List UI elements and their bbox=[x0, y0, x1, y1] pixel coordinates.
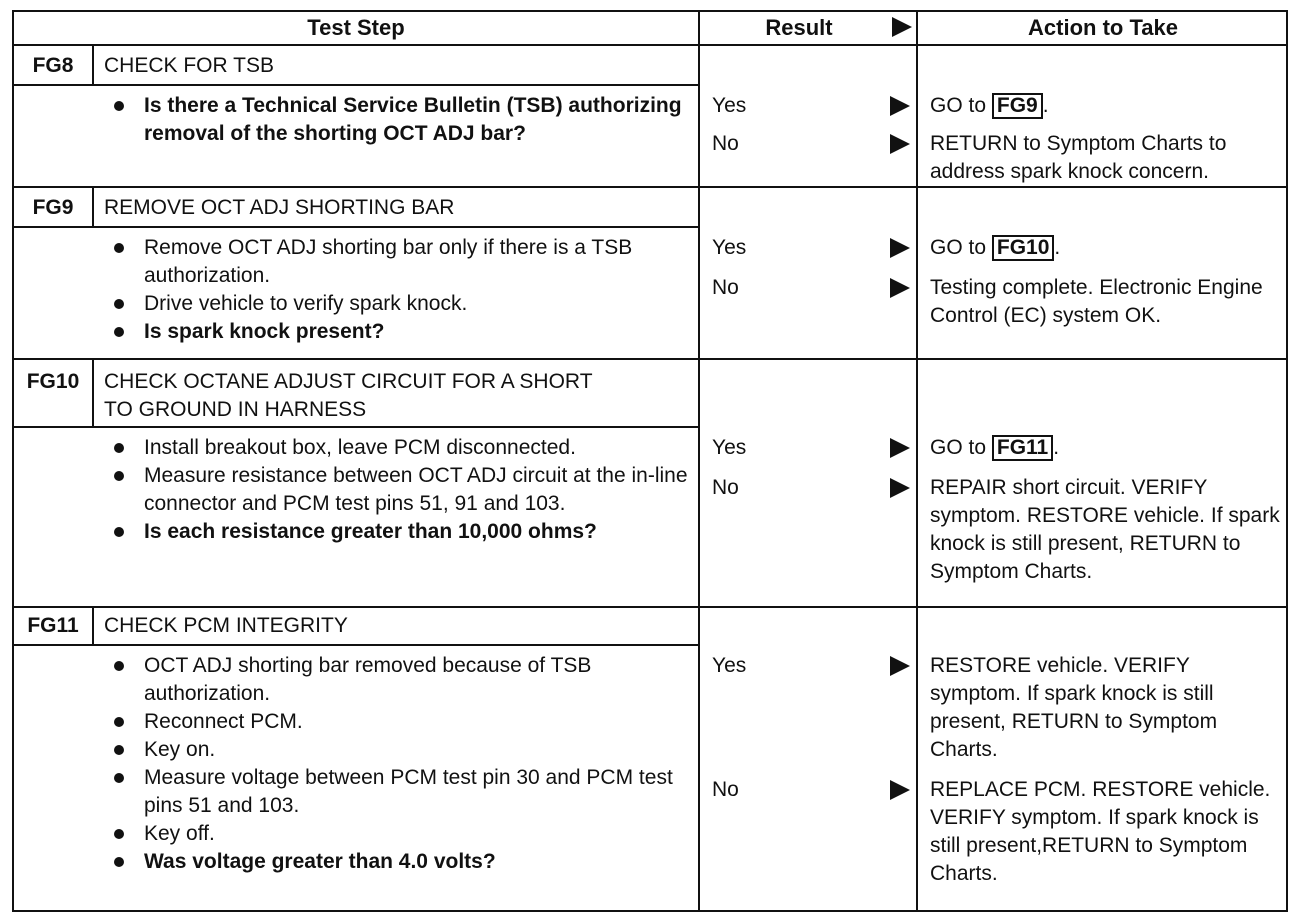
step-bullets bbox=[104, 234, 694, 346]
header-test-step: Test Step bbox=[307, 15, 405, 40]
step-id: FG11 bbox=[27, 614, 79, 637]
bullet-item: Reconnect PCM. bbox=[104, 708, 694, 736]
action-yes: GO to FG9 . bbox=[930, 94, 1049, 117]
arrow-right-icon bbox=[890, 278, 910, 298]
result-no: No bbox=[712, 776, 912, 804]
bullet-item: Key on. bbox=[104, 736, 694, 764]
step-id: FG9 bbox=[32, 196, 74, 219]
diagnostic-table bbox=[12, 10, 1288, 912]
arrow-right-icon bbox=[890, 478, 910, 498]
step-title: CHECK OCTANE ADJUST CIRCUIT FOR A SHORT TO GROUND IN HARNESS bbox=[104, 370, 593, 421]
result-yes: Yes bbox=[712, 652, 912, 680]
goto-reference[interactable]: FG10 bbox=[992, 235, 1055, 261]
action-yes: GO to FG11 . bbox=[930, 436, 1060, 459]
step-bullets bbox=[104, 434, 694, 546]
arrow-right-icon bbox=[890, 96, 910, 116]
result-no: No bbox=[712, 474, 912, 502]
step-title: CHECK PCM INTEGRITY bbox=[104, 614, 348, 637]
action-no: RETURN to Symptom Charts to address spark knock concern. bbox=[930, 132, 1227, 183]
goto-reference[interactable]: FG9 bbox=[992, 93, 1043, 119]
bullet-item: OCT ADJ shorting bar removed because of TSB authorization. bbox=[104, 652, 694, 708]
step-id: FG8 bbox=[32, 54, 74, 77]
action-yes: GO to FG10 . bbox=[930, 236, 1061, 259]
result-no: No bbox=[712, 274, 912, 302]
bullet-item: Is spark knock present? bbox=[104, 318, 694, 346]
header-action: Action to Take bbox=[1028, 15, 1178, 40]
result-no: No bbox=[712, 130, 912, 158]
bullet-item: Is each resistance greater than 10,000 ohms? bbox=[104, 518, 694, 546]
arrow-right-icon bbox=[892, 17, 912, 37]
bullet-item: Measure voltage between PCM test pin 30 and PCM test pins 51 and 103. bbox=[104, 764, 694, 820]
goto-reference[interactable]: FG11 bbox=[992, 435, 1053, 461]
action-no: REPLACE PCM. RESTORE vehicle. VERIFY symptom. If spark knock is still present,RETURN to Symptom Charts. bbox=[930, 778, 1271, 885]
table-header bbox=[14, 12, 1286, 46]
arrow-right-icon bbox=[890, 238, 910, 258]
arrow-right-icon bbox=[890, 780, 910, 800]
step-title: REMOVE OCT ADJ SHORTING BAR bbox=[104, 196, 455, 219]
result-yes: Yes bbox=[712, 92, 912, 120]
result-yes: Yes bbox=[712, 234, 912, 262]
action-no: Testing complete. Electronic Engine Control (EC) system OK. bbox=[930, 276, 1263, 327]
arrow-right-icon bbox=[890, 656, 910, 676]
step-bullets bbox=[104, 652, 694, 876]
action-yes: RESTORE vehicle. VERIFY symptom. If spark knock is still present, RETURN to Symptom Charts. bbox=[930, 654, 1218, 761]
arrow-right-icon bbox=[890, 134, 910, 154]
header-result: Result bbox=[765, 15, 833, 40]
action-no: REPAIR short circuit. VERIFY symptom. RESTORE vehicle. If spark knock is still present, RETURN to Symptom Charts. bbox=[930, 476, 1280, 583]
bullet-item: Drive vehicle to verify spark knock. bbox=[104, 290, 694, 318]
step-title: CHECK FOR TSB bbox=[104, 54, 274, 77]
step-bullets bbox=[104, 92, 694, 148]
bullet-item: Remove OCT ADJ shorting bar only if there is a TSB authorization. bbox=[104, 234, 694, 290]
bullet-item: Key off. bbox=[104, 820, 694, 848]
bullet-item: Is there a Technical Service Bulletin (TSB) authorizing removal of the shorting OCT ADJ bar? bbox=[104, 92, 694, 148]
arrow-right-icon bbox=[890, 438, 910, 458]
result-yes: Yes bbox=[712, 434, 912, 462]
bullet-item: Measure resistance between OCT ADJ circuit at the in-line connector and PCM test pins 51, 91 and 103. bbox=[104, 462, 694, 518]
step-id: FG10 bbox=[26, 370, 80, 393]
bullet-item: Install breakout box, leave PCM disconnected. bbox=[104, 434, 694, 462]
bullet-item: Was voltage greater than 4.0 volts? bbox=[104, 848, 694, 876]
